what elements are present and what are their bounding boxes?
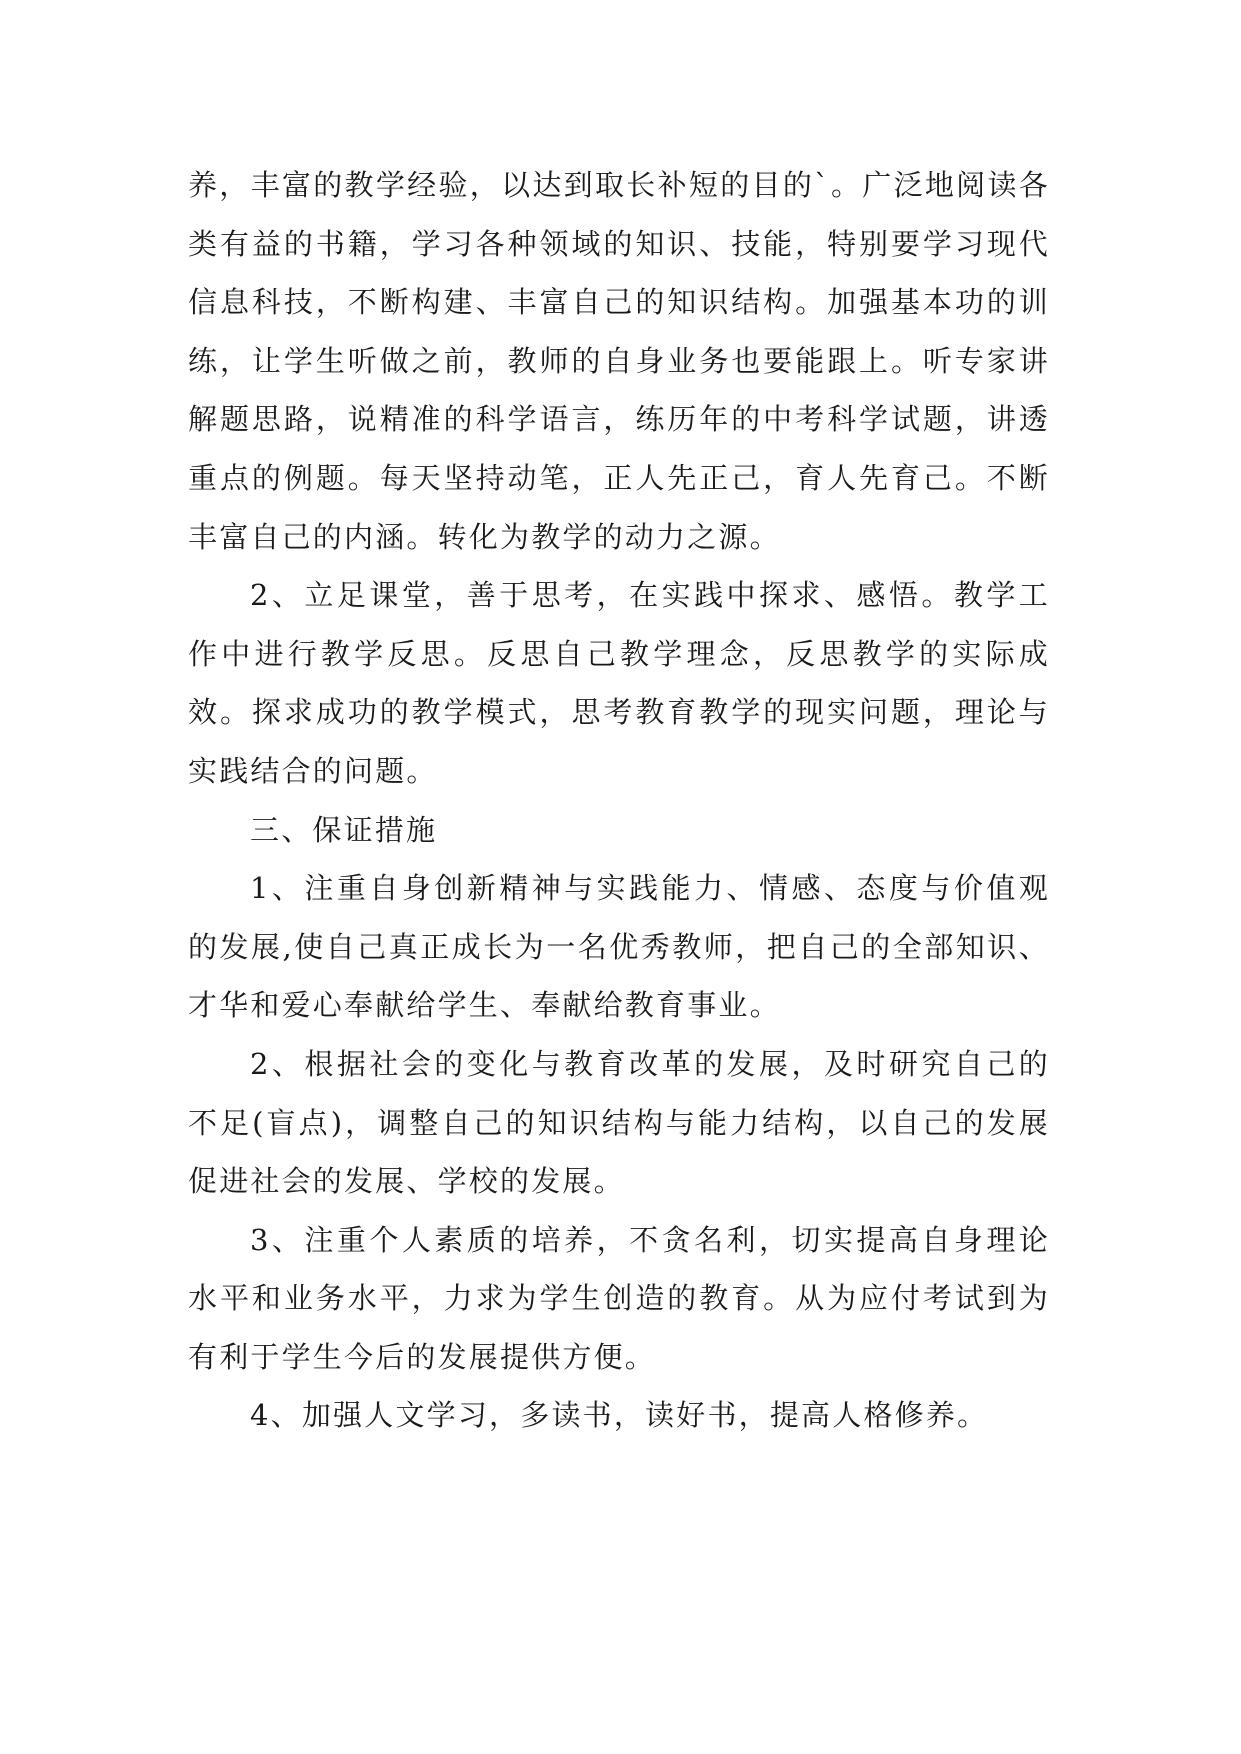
paragraph-measure-1: 1、注重自身创新精神与实践能力、情感、态度与价值观的发展,使自己真正成长为一名优秀教师，把自己的全部知识、才华和爱心奉献给学生、奉献给教育事业。	[188, 871, 1050, 1023]
paragraph-measure-3: 3、注重个人素质的培养，不贪名利，切实提高自身理论水平和业务水平，力求为学生创造的教育。从为应付考试到为有利于学生今后的发展提供方便。	[188, 1222, 1050, 1374]
paragraph-continuation: 养，丰富的教学经验，以达到取长补短的目的`。广泛地阅读各类有益的书籍，学习各种领域的知识、技能，特别要学习现代信息科技，不断构建、丰富自己的知识结构。加强基本功的训练，让学生听做之前，教师的自身业务也要能跟上。听专家讲解题思路，说精准的科学语言，练历年的中考科学试题，讲透重点的例题。每天坚持动笔，正人先正己，育人先育己。不断丰富自己的内涵。转化为教学的动力之源。	[188, 168, 1050, 554]
section-heading-measures: 三、保证措施	[250, 812, 438, 847]
paragraph-item-2-reflection: 2、立足课堂，善于思考，在实践中探求、感悟。教学工作中进行教学反思。反思自己教学理念，反思教学的实际成效。探求成功的教学模式，思考教育教学的现实问题，理论与实践结合的问题。	[188, 578, 1050, 788]
paragraph-measure-2: 2、根据社会的变化与教育改革的发展，及时研究自己的不足(盲点)，调整自己的知识结构与能力结构，以自己的发展促进社会的发展、学校的发展。	[188, 1046, 1050, 1199]
document-body	[188, 156, 1050, 1445]
paragraph-measure-4: 4、加强人文学习，多读书，读好书，提高人格修养。	[250, 1398, 989, 1433]
